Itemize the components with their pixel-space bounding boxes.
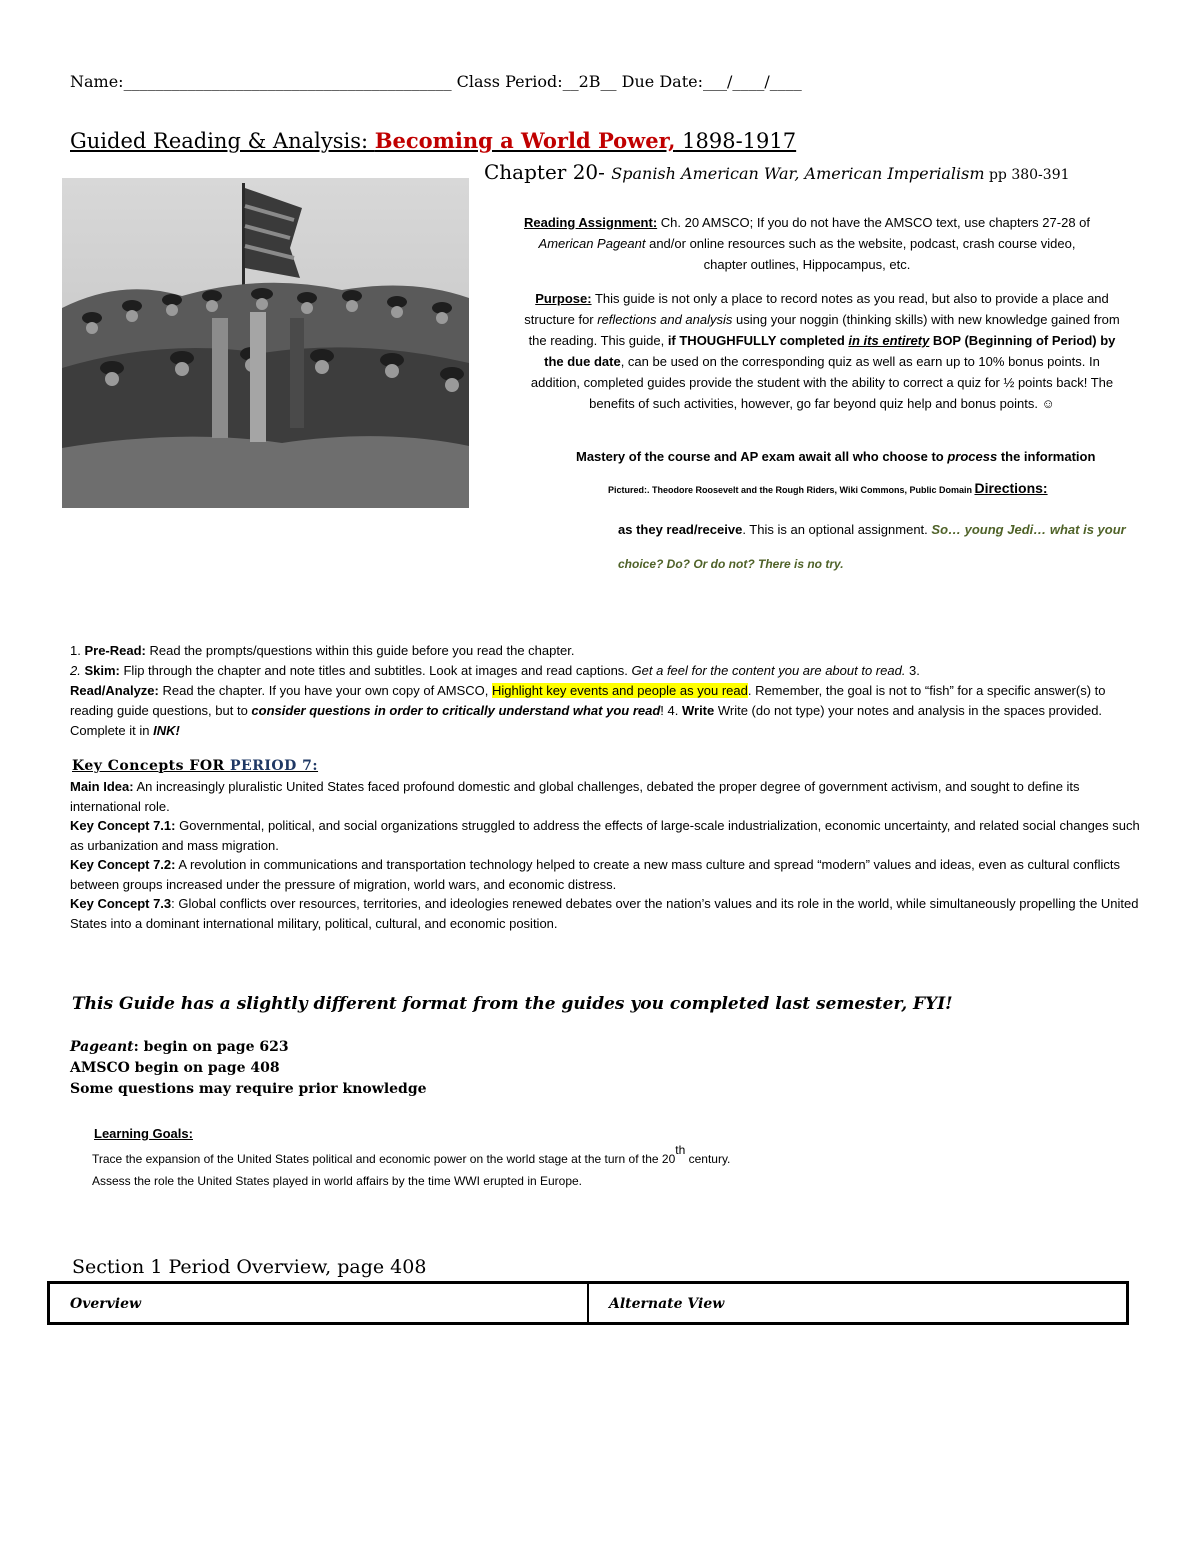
goal-1-sup: th <box>675 1143 686 1157</box>
key-concept-7-1-label: Key Concept 7.1: <box>70 818 176 833</box>
step-2-italic: Get a feel for the content you are about to read. <box>631 663 906 678</box>
reading-assignment-text: Ch. 20 AMSCO; If you do not have the AMSCO text, use chapters 27-28 of <box>657 215 1090 230</box>
guide-title <box>70 128 796 153</box>
alternate-view-column-header: Alternate View <box>587 1284 1126 1322</box>
jedi-line-2: choice? Do? Or do not? There is no try. <box>618 557 844 571</box>
key-concept-7-3-text: : Global conflicts over resources, territories, and ideologies renewed debates over the nation’s values and its role in the world, while simultaneously propelling the United States into a dominant international military, political, cultural, and economic position. <box>70 896 1139 931</box>
title-topic: Becoming a World Power, <box>374 128 676 153</box>
directions-label: Directions: <box>974 480 1048 496</box>
purpose-bold: if THOUGHFULLY completed <box>667 333 849 348</box>
step-3-text-2: . Remember, the goal is not to “fish” for a specific answer(s) to reading guide questions, but to <box>70 683 1106 718</box>
chapter-subtitle: Spanish American War, American Imperialism <box>611 164 985 183</box>
main-idea-label: Main Idea: <box>70 779 134 794</box>
key-concept-7-2-text: A revolution in communications and transportation technology helped to create a new mass culture and spread “modern” values and ideas, even as cultural conflicts between groups increased under the pressure of migration, world wars, and economic distress. <box>70 857 1120 892</box>
step-2-num: 2. <box>70 663 85 678</box>
purpose-paragraph <box>522 288 1122 414</box>
optional-text: . This is an optional assignment. <box>742 522 932 537</box>
step-4-text: Write (do not type) your notes and analysis in the spaces provided. Complete it in <box>70 703 1103 738</box>
key-concepts-heading <box>72 758 318 774</box>
key-concepts-list <box>70 777 1142 933</box>
optional-note <box>618 522 1126 537</box>
key-concept-7-3-label: Key Concept 7.3 <box>70 896 172 911</box>
step-3-bold-italic: consider questions in order to critically understand what you read <box>251 703 661 718</box>
rough-riders-photo <box>62 178 469 508</box>
step-4-label: Write <box>681 703 715 718</box>
purpose-text-3: , can be used on the corresponding quiz as well as earn up to 10% bonus points. In addition, completed guides provide the student with the ability to correct a quiz for ½ points back! The benefits of such activities, however, go far beyond quiz help and bonus points. ☺ <box>530 354 1114 411</box>
jedi-line-1: So… young Jedi… what is your <box>931 522 1126 537</box>
step-1-text: Read the prompts/questions within this guide before you read the chapter. <box>145 643 575 658</box>
key-concept-7-2-label: Key Concept 7.2: <box>70 857 176 872</box>
goal-1-text: Trace the expansion of the United States political and economic power on the world stage at the turn of the 20 <box>92 1152 676 1166</box>
step-2-text: Flip through the chapter and note titles and subtitles. Look at images and read captions. <box>119 663 632 678</box>
step-4-ink: INK! <box>153 723 180 738</box>
key-concepts-heading-text: Key Concepts FOR <box>72 758 231 774</box>
section-1-title: Section 1 Period Overview, page 408 <box>72 1256 427 1278</box>
overview-column-header: Overview <box>70 1296 142 1312</box>
step-1-num: 1. <box>70 643 85 658</box>
purpose-text-2: using your noggin (thinking skills) with new knowledge gained from the reading. This guide, <box>528 312 1120 348</box>
reading-assignment <box>522 212 1092 275</box>
mastery-end: the information <box>997 449 1096 464</box>
mastery-line <box>576 449 1095 464</box>
name-class-date-line: Name:_________________________________________ Class Period:__2B__ Due Date:___/____/____ <box>70 72 802 91</box>
pageant-label: Pageant <box>70 1039 134 1055</box>
title-prefix: Guided Reading & Analysis: <box>70 129 375 153</box>
purpose-entirety: in its entirety <box>848 333 930 348</box>
title-years: 1898-1917 <box>675 129 797 153</box>
format-note: This Guide has a slightly different format from the guides you completed last semester, FYI! <box>72 994 953 1014</box>
reading-assignment-label: Reading Assignment: <box>524 215 658 230</box>
goal-2-text: Assess the role the United States played in world affairs by the time WWI erupted in Europe. <box>92 1174 583 1188</box>
amsco-begin: AMSCO begin on page 408 <box>70 1060 280 1076</box>
photo-caption-text: Pictured:. Theodore Roosevelt and the Rough Riders, Wiki Commons, Public Domain <box>608 485 975 495</box>
prior-knowledge-note: Some questions may require prior knowledge <box>70 1081 427 1097</box>
mastery-text: Mastery of the course and AP exam await all who choose to <box>576 449 948 464</box>
chapter-heading <box>484 160 1070 184</box>
purpose-due-date: BOP (Beginning of Period) by the due date <box>544 333 1116 369</box>
step-4-num: ! 4. <box>660 703 682 718</box>
reading-steps <box>70 641 1130 741</box>
purpose-italic: reflections and analysis <box>597 312 733 327</box>
step-3-highlight: Highlight key events and people as you read <box>492 683 748 698</box>
learning-goals-label: Learning Goals: <box>94 1126 193 1141</box>
step-3-num: 3. <box>905 663 920 678</box>
step-2-label: Skim: <box>84 663 120 678</box>
step-3-text: Read the chapter. If you have your own copy of AMSCO, <box>158 683 492 698</box>
key-concepts-period: PERIOD 7: <box>230 758 319 774</box>
learning-goals-list <box>92 1143 731 1192</box>
reading-assignment-text-end: and/or online resources such as the website, podcast, crash course video, chapter outlines, Hippocampus, etc. <box>645 236 1076 272</box>
reading-assignment-book: American Pageant <box>538 236 646 251</box>
mastery-process: process <box>947 449 998 464</box>
step-3-label: Read/Analyze: <box>70 683 159 698</box>
begin-pages <box>70 1037 427 1100</box>
chapter-pages: pp 380-391 <box>984 167 1070 183</box>
read-receive: as they read/receive <box>618 522 743 537</box>
purpose-text: This guide is not only a place to record notes as you read, but also to provide a place and structure for <box>524 291 1109 327</box>
photo-caption <box>608 480 1048 496</box>
step-1-label: Pre-Read: <box>84 643 146 658</box>
main-idea-text: An increasingly pluralistic United States faced profound domestic and global challenges, debated the proper degree of government activism, and sought to define its international role. <box>70 779 1080 814</box>
purpose-label: Purpose: <box>535 291 592 306</box>
goal-1-end: century. <box>685 1152 731 1166</box>
overview-table <box>47 1281 1129 1325</box>
chapter-number: Chapter 20- <box>484 160 612 184</box>
key-concept-7-1-text: Governmental, political, and social organizations struggled to address the effects of large-scale industrialization, economic uncertainty, and related social changes such as urbanization and mass migration. <box>70 818 1140 853</box>
pageant-begin: : begin on page 623 <box>133 1039 289 1055</box>
